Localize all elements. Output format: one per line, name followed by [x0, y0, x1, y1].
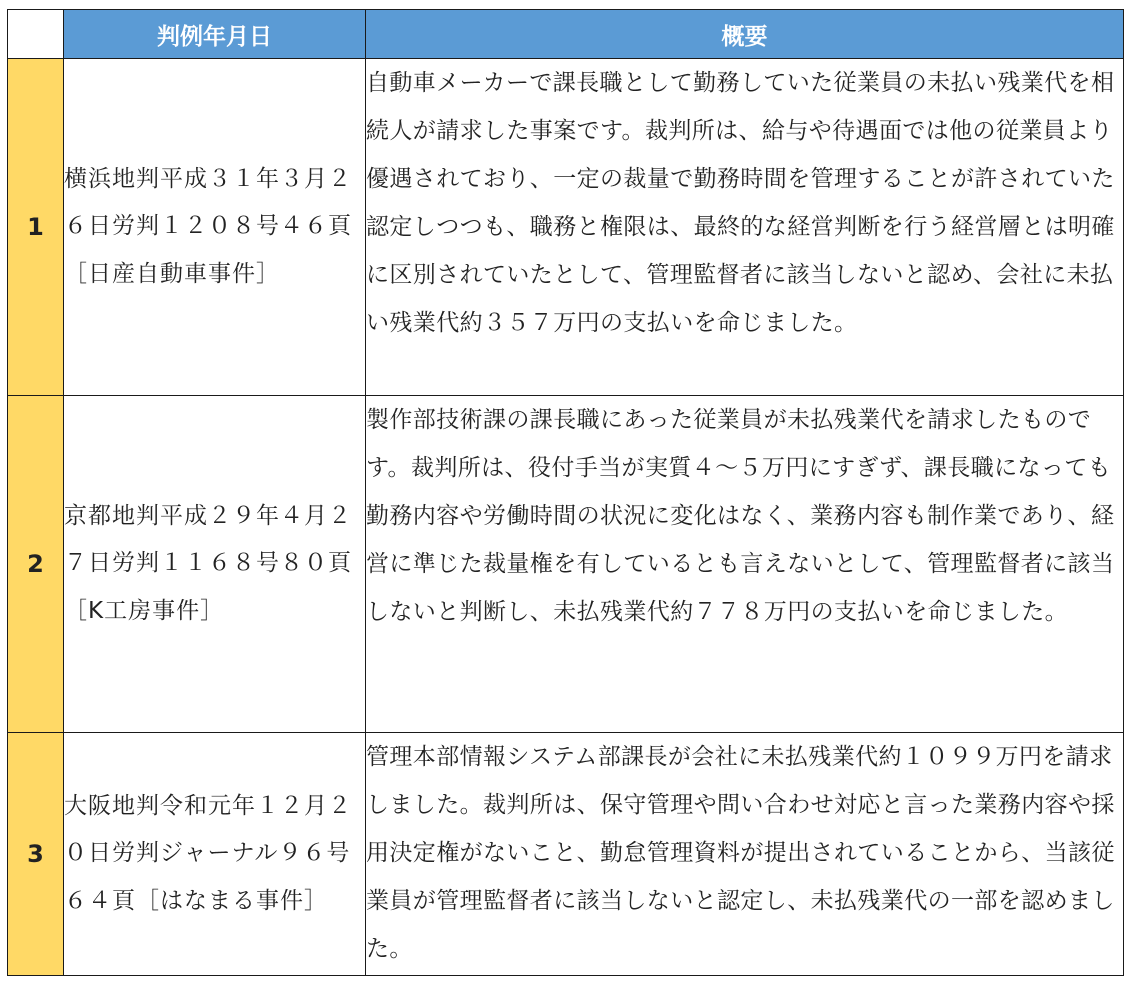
case-date-citation: 大阪地判令和元年１２月２０日労判ジャーナル９６号６４頁［はなまる事件］: [64, 733, 366, 976]
case-number: 1: [8, 59, 64, 396]
case-table: [7, 9, 1124, 976]
table-row: [8, 396, 1124, 733]
case-number: 2: [8, 396, 64, 733]
table-row: [8, 59, 1124, 396]
case-number: 3: [8, 733, 64, 976]
date-column-header: 判例年月日: [64, 10, 366, 59]
table-row: [8, 733, 1124, 976]
case-date-citation: 横浜地判平成３１年３月２６日労判１２０８号４６頁［日産自動車事件］: [64, 59, 366, 396]
case-date-citation: 京都地判平成２９年４月２７日労判１１６８号８０頁［K工房事件］: [64, 396, 366, 733]
header-row: [8, 10, 1124, 59]
case-summary: 管理本部情報システム部課長が会社に未払残業代約１０９９万円を請求しました。裁判所は、保守管理や問い合わせ対応と言った業務内容や採用決定権がないこと、勤怠管理資料が提出されていることから、当該従業員が管理監督者に該当しないと認定し、未払残業代の一部を認めました。: [366, 733, 1124, 976]
summary-column-header: 概要: [366, 10, 1124, 59]
number-column-header: [8, 10, 64, 59]
case-summary: 製作部技術課の課長職にあった従業員が未払残業代を請求したものです。裁判所は、役付手当が実質４～５万円にすぎず、課長職になっても勤務内容や労働時間の状況に変化はなく、業務内容も制作業であり、経営に準じた裁量権を有しているとも言えないとして、管理監督者に該当しないと判断し、未払残業代約７７８万円の支払いを命じました。: [366, 396, 1124, 733]
case-summary: 自動車メーカーで課長職として勤務していた従業員の未払い残業代を相続人が請求した事案です。裁判所は、給与や待遇面では他の従業員より優遇されており、一定の裁量で勤務時間を管理することが許されていた認定しつつも、職務と権限は、最終的な経営判断を行う経営層とは明確に区別されていたとして、管理監督者に該当しないと認め、会社に未払い残業代約３５７万円の支払いを命じました。: [366, 59, 1124, 396]
